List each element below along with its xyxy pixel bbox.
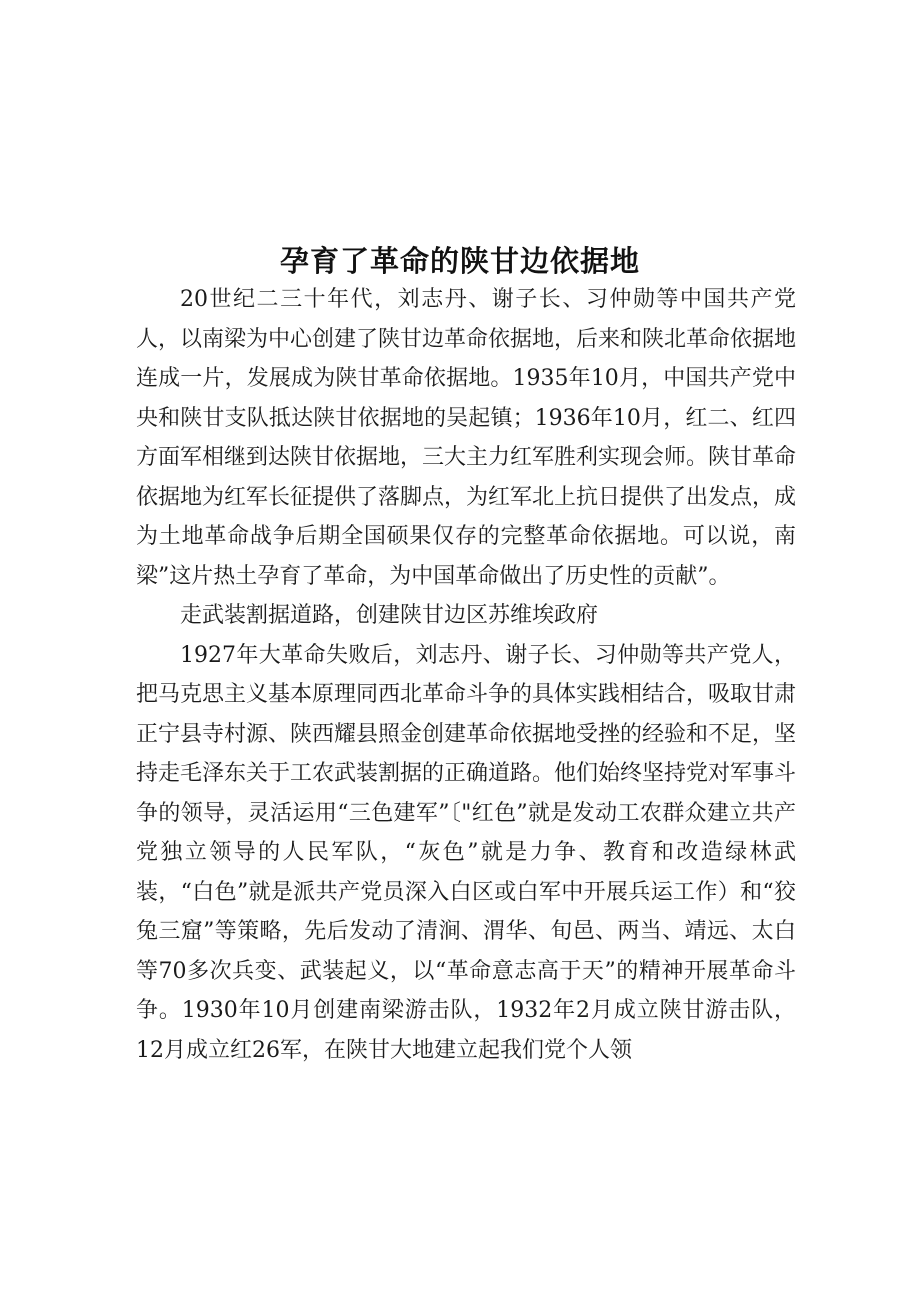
document-body (136, 280, 796, 1070)
paragraph-history: 1927年大革命失败后，刘志丹、谢子长、习仲勋等共产党人，把马克思主义基本原理同西北革命斗争的具体实践相结合，吸取甘肃正宁县寺村源、陕西耀县照金创建革命依据地受挫的经验和不足，坚持走毛泽东关于工农武装割据的正确道路。他们始终坚持党对军事斗争的领导，灵活运用“三色建军”〔"红色”就是发动工农群众建立共产党独立领导的人民军队，“灰色”就是力争、教育和改造绿林武装，“白色”就是派共产党员深入白区或白军中开展兵运工作）和“狡兔三窟”等策略，先后发动了清涧、渭华、旬邑、两当、靖远、太白等70多次兵变、武装起义，以“革命意志高于天”的精神开展革命斗争。1930年10月创建南梁游击队，1932年2月成立陕甘游击队，12月成立红26军，在陕甘大地建立起我们党个人领 (136, 642, 797, 1063)
document-title: 孕育了革命的陕甘边依据地 (279, 244, 640, 279)
paragraph-intro: 20世纪二三十年代，刘志丹、谢子长、习仲勋等中国共产党人，以南梁为中心创建了陕甘边革命依据地，后来和陕北革命依据地连成一片，发展成为陕甘革命依据地。1935年10月，中国共产党中央和陕甘支队抵达陕甘依据地的吴起镇；1936年10月，红二、红四方面军相继到达陕甘依据地，三大主力红军胜利实现会师。陕甘革命依据地为红军长征提供了落脚点，为红军北上抗日提供了出发点，成为土地革命战争后期全国硕果仅存的完整革命依据地。可以说，南梁”这片热土孕育了革命，为中国革命做出了历史性的贡献”。 (136, 287, 797, 589)
section-heading: 走武装割据道路，创建陕甘边区苏维埃政府 (180, 603, 599, 628)
